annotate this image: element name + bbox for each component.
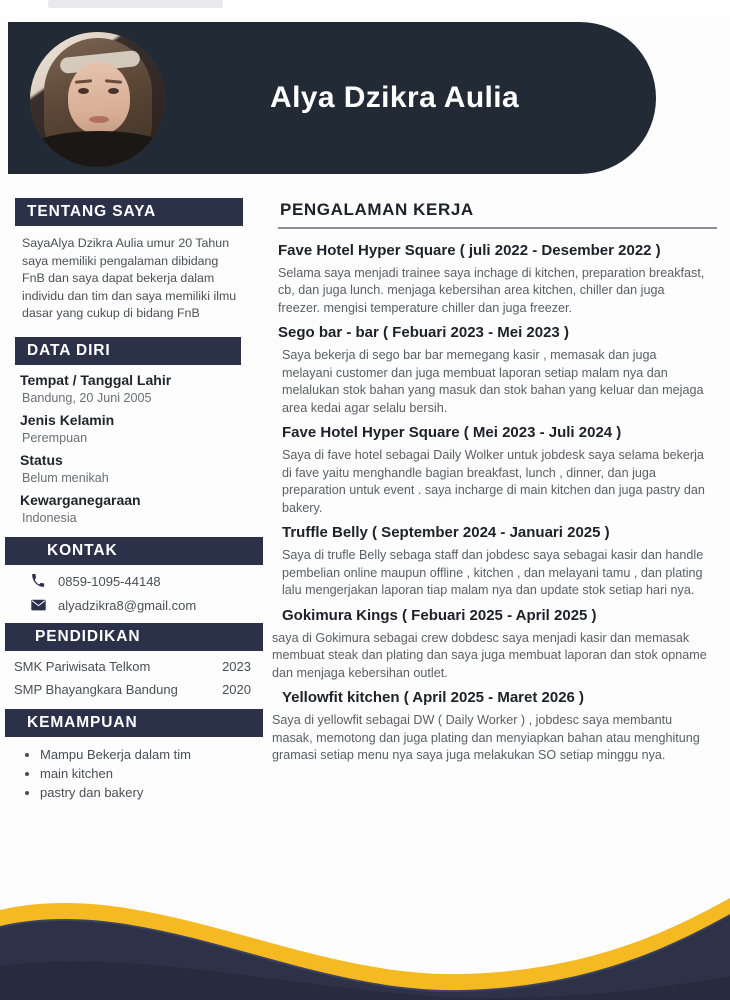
education-list: [0, 659, 265, 697]
experience-description: Saya di yellowfit sebagai DW ( Daily Worker ) , jobdesc saya membantu masak, memotong dan juga plating dan menyiapkan bahan atau menghitung gramasi setiap menu nya saya juga melakukan SO setiap minggu nya.: [272, 713, 700, 762]
experience-divider: [278, 227, 717, 229]
phone-icon: [28, 574, 48, 588]
section-header-about: TENTANG SAYA: [15, 198, 243, 226]
avatar-lips: [89, 116, 109, 123]
experience-description: Saya di trufle Belly sebaga staff dan jobdesc saya sebagai kasir dan handle pembelian online maupun offline , kitchen , dan melayani tamu , dan plating lalu mengerjakan laporan tiap malam nya dan update stok setiap hari nya.: [282, 548, 704, 597]
skill-item: • Mampu Bekerja dalam tim: [40, 747, 265, 762]
skill-item: • pastry dan bakery: [40, 785, 265, 800]
personal-label-birth: Tempat / Tanggal Lahir: [20, 371, 172, 388]
personal-label-gender: Jenis Kelamin: [20, 411, 115, 428]
experience-item: [268, 602, 723, 683]
header-banner: [8, 22, 656, 174]
about-text: SayaAlya Dzikra Aulia umur 20 Tahun saya memiliki pengalaman dibidang FnB dan saya dapat bekerja dalam individu dan tim dan saya memiliki ilmu dasar yang cukup di bidang FnB: [22, 236, 237, 320]
personal-value-birth: Bandung, 20 Juni 2005: [22, 390, 152, 405]
experience-section: [268, 190, 723, 767]
experience-description: Saya di fave hotel sebagai Daily Wolker untuk jobdesk saya selama bekerja di fave yaitu menghandle bagian breakfast, lunch , dinner, dan juga preparation untuk event . saya incharge di main kitchen dan juga pastry dan bakery.: [282, 448, 705, 515]
top-smudge: [48, 0, 223, 8]
personal-value-gender: Perempuan: [22, 430, 88, 445]
education-school: SMK Pariwisata Telkom: [14, 658, 151, 674]
education-item: [14, 682, 251, 697]
contact-phone[interactable]: [28, 574, 265, 589]
experience-title: Truffle Belly ( September 2024 - Januari 2025 ): [282, 524, 610, 541]
section-header-personal-data: DATA DIRI: [15, 337, 241, 365]
personal-value-status: Belum menikah: [22, 470, 109, 485]
experience-item: [268, 237, 723, 318]
experience-description: Selama saya menjadi trainee saya inchage di kitchen, preparation breakfast, cb, dan juga lunch. menjaga kebersihan area kitchen, chiller dan juga freezer. mengisi temperature chiller dan juga freezer.: [278, 265, 705, 315]
education-school: SMP Bhayangkara Bandung: [14, 681, 178, 697]
education-year: 2020: [222, 681, 251, 697]
experience-title: Fave Hotel Hyper Square ( juli 2022 - Desember 2022 ): [278, 241, 661, 259]
experience-item: [268, 519, 723, 600]
footer-wave-decoration: [0, 880, 730, 1000]
envelope-icon: [28, 599, 48, 611]
section-header-contact: KONTAK: [5, 537, 263, 565]
page-title: Alya Dzikra Aulia: [270, 81, 520, 114]
personal-data-list: [0, 372, 265, 525]
experience-description: Saya bekerja di sego bar bar memegang kasir , memasak dan juga melayani customer dan juga membuat laporan setiap malam nya dan melalukan stok bahan yang masuk dan stok bahan yang keluar dan mejaga area kedai agar selalu bersih.: [282, 348, 704, 415]
avatar-shoulder: [30, 131, 165, 167]
education-item: [14, 659, 251, 674]
experience-description: saya di Gokimura sebagai crew dobdesc saya menjadi kasir dan memasak membuat steak dan plating dan saya juga membuat laporan dan stok opname dan menjaga kebersihan outlet.: [272, 630, 707, 680]
sidebar: [0, 190, 265, 804]
contact-email-value: alyadzikra8@gmail.com: [58, 597, 197, 613]
experience-item: [268, 319, 723, 417]
section-header-skills: KEMAMPUAN: [5, 709, 263, 737]
section-header-education: PENDIDIKAN: [5, 623, 263, 651]
avatar-eye-left: [78, 88, 89, 94]
experience-heading: PENGALAMAN KERJA: [280, 200, 474, 219]
avatar-eye-right: [108, 88, 119, 94]
avatar-face: [68, 62, 130, 134]
skills-list: [0, 747, 265, 800]
education-year: 2023: [222, 658, 251, 674]
contact-email[interactable]: [28, 598, 265, 613]
personal-value-citizenship: Indonesia: [22, 510, 77, 525]
experience-title: Sego bar - bar ( Febuari 2023 - Mei 2023 ): [278, 324, 569, 341]
contact-phone-value: 0859-1095-44148: [58, 573, 161, 589]
personal-label-status: Status: [20, 451, 63, 468]
experience-title: Gokimura Kings ( Febuari 2025 - April 2025 ): [282, 606, 597, 624]
experience-title: Yellowfit kitchen ( April 2025 - Maret 2026 ): [282, 689, 585, 706]
experience-title: Fave Hotel Hyper Square ( Mei 2023 - Juli 2024 ): [282, 424, 622, 441]
skill-item: • main kitchen: [40, 766, 265, 781]
experience-item: [268, 419, 723, 517]
top-edge-artifact: [0, 0, 730, 14]
experience-item: [268, 684, 723, 765]
avatar: [30, 32, 165, 167]
personal-label-citizenship: Kewarganegaraan: [20, 491, 141, 508]
contact-list: [0, 574, 265, 613]
